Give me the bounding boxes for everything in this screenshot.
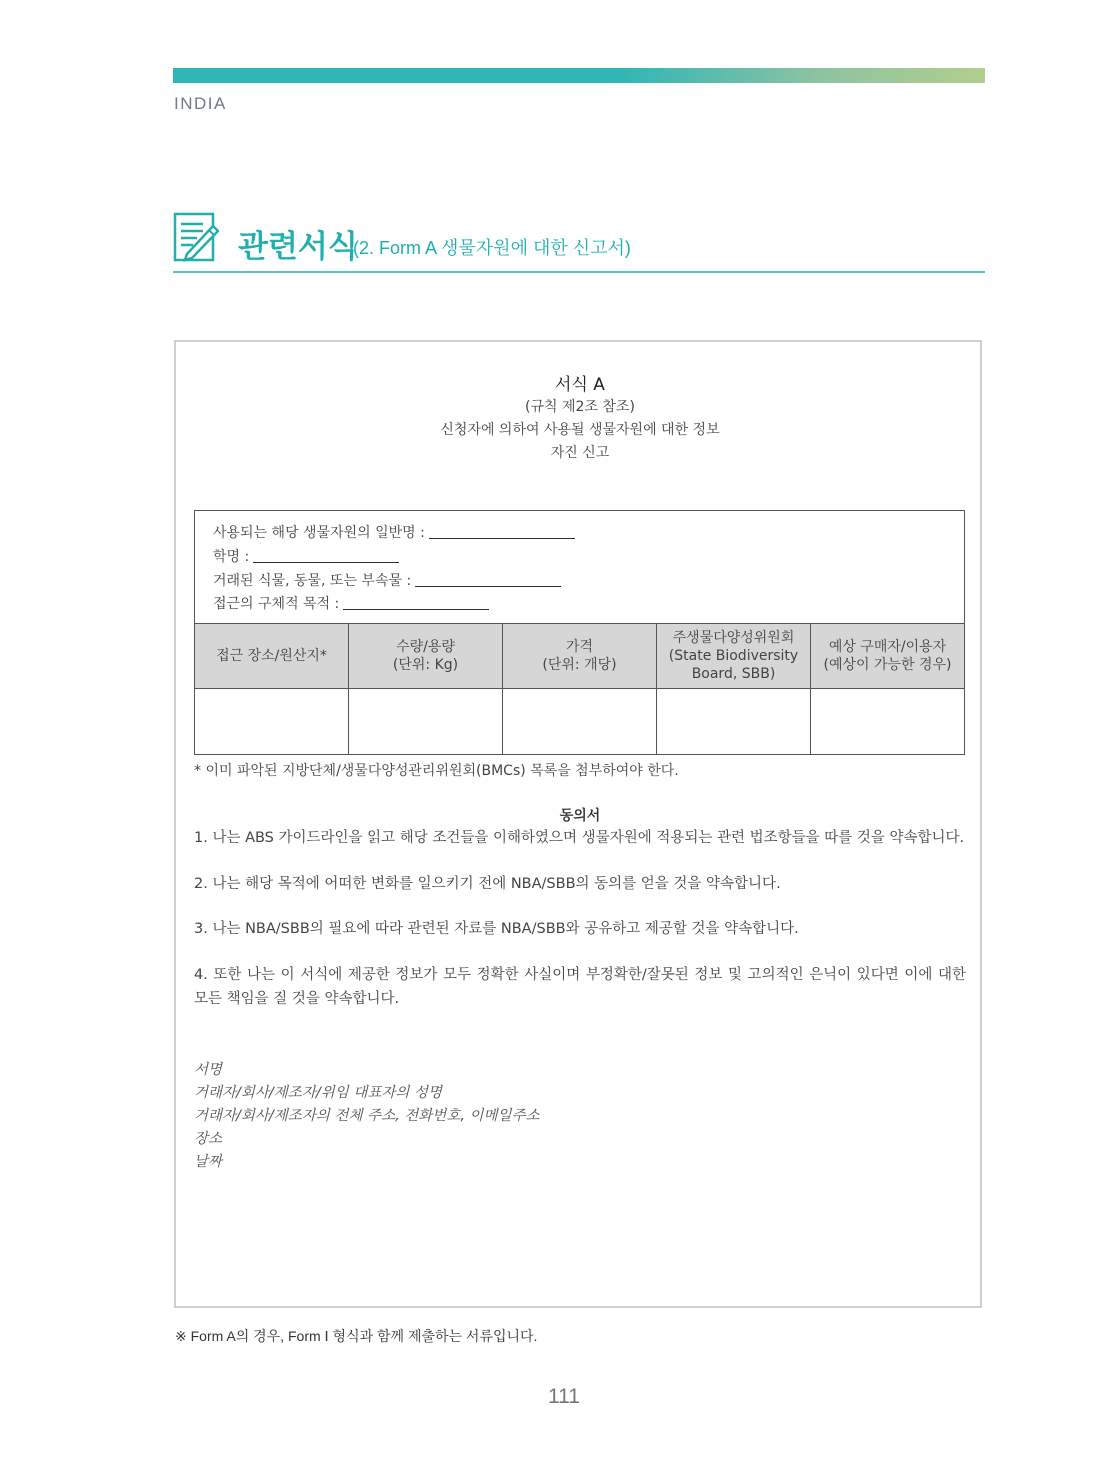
header-line: 가격 (565, 639, 594, 655)
fill-blank (253, 547, 399, 563)
table-footnote: * 이미 파악된 지방단체/생물다양성관리위원회(BMCs) 목록을 첨부하여야 한다. (194, 763, 679, 779)
submission-note: ※ Form A의 경우, Form Ⅰ 형식과 함께 제출하는 서류입니다. (175, 1328, 538, 1344)
col-header-price (503, 624, 657, 689)
header-line: (예상이 가능한 경우) (823, 657, 952, 673)
title-main: 관련서식 (238, 229, 358, 264)
header-line: 접근 장소/원산지* (216, 648, 327, 664)
signature-label: 서명 (194, 1062, 223, 1078)
field-label: 거래된 식물, 동물, 또는 부속물 : (213, 573, 412, 589)
address-label: 거래자/회사/제조자의 전체 주소, 전화번호, 이메일주소 (194, 1108, 540, 1124)
table-cell (195, 689, 349, 755)
access-purpose-field (213, 593, 489, 613)
consent-item: 1. 나는 ABS 가이드라인을 읽고 해당 조건들을 이해하였으며 생물자원에 적용되는 관련 법조항들을 따를 것을 약속합니다. (194, 830, 965, 846)
table-header-row (195, 624, 965, 689)
table-cell (657, 689, 811, 755)
table-cell (811, 689, 965, 755)
consent-title: 동의서 (559, 808, 601, 824)
header-line: (단위: 개당) (542, 657, 617, 673)
title-divider (173, 271, 985, 273)
field-label: 접근의 구체적 목적 : (213, 596, 340, 612)
fill-blank (429, 523, 575, 539)
scientific-name-field (213, 546, 399, 566)
table-row (195, 689, 965, 755)
section-title (173, 212, 985, 272)
header-line: (단위: Kg) (392, 657, 459, 673)
header-line: (State Biodiversity (668, 648, 799, 664)
header-line: 주생물다양성위원회 (672, 630, 795, 646)
col-header-sbb (657, 624, 811, 689)
field-label: 학명 : (213, 549, 250, 565)
place-label: 장소 (194, 1131, 223, 1147)
form-title: 서식 A (555, 375, 605, 395)
col-header-buyer (811, 624, 965, 689)
consent-item: 3. 나는 NBA/SBB의 필요에 따라 관련된 자료를 NBA/SBB와 공유하고 제공할 것을 약속합니다. (194, 921, 799, 937)
form-subtitle: 자진 신고 (550, 445, 610, 461)
field-label: 사용되는 해당 생물자원의 일반명 : (213, 525, 425, 541)
consent-item: 2. 나는 해당 목적에 어떠한 변화를 일으키기 전에 NBA/SBB의 동의를 얻을 것을 약속합니다. (194, 876, 781, 892)
form-a-box (174, 340, 982, 1308)
header-line: 수량/용량 (396, 639, 455, 655)
table-cell (503, 689, 657, 755)
header-line: Board, SBB) (691, 666, 776, 682)
resource-table (194, 623, 965, 755)
table-cell (349, 689, 503, 755)
consent-item: 4. 또한 나는 이 서식에 제공한 정보가 모두 정확한 사실이며 부정확한/잘못된 정보 및 고의적인 은닉이 있다면 이에 대한 모든 책임을 질 것을 약속합니다. (194, 967, 966, 1007)
common-name-field (213, 522, 575, 542)
col-header-origin (195, 624, 349, 689)
fill-blank (343, 594, 489, 610)
title-sub: (2. Form A 생물자원에 대한 신고서) (353, 238, 631, 258)
page-number: 111 (548, 1385, 580, 1408)
resource-info-box (194, 510, 965, 623)
form-reference: (규칙 제2조 참조) (525, 399, 635, 415)
header-line: 예상 구매자/이용자 (828, 639, 947, 655)
form-pen-icon (173, 212, 219, 262)
representative-name-label: 거래자/회사/제조자/위임 대표자의 성명 (194, 1085, 442, 1101)
form-description: 신청자에 의하여 사용될 생물자원에 대한 정보 (440, 422, 720, 438)
date-label: 날짜 (194, 1154, 223, 1170)
header-accent-bar (173, 68, 985, 83)
col-header-quantity (349, 624, 503, 689)
fill-blank (415, 571, 561, 587)
country-label: INDIA (174, 94, 227, 113)
traded-part-field (213, 570, 561, 590)
